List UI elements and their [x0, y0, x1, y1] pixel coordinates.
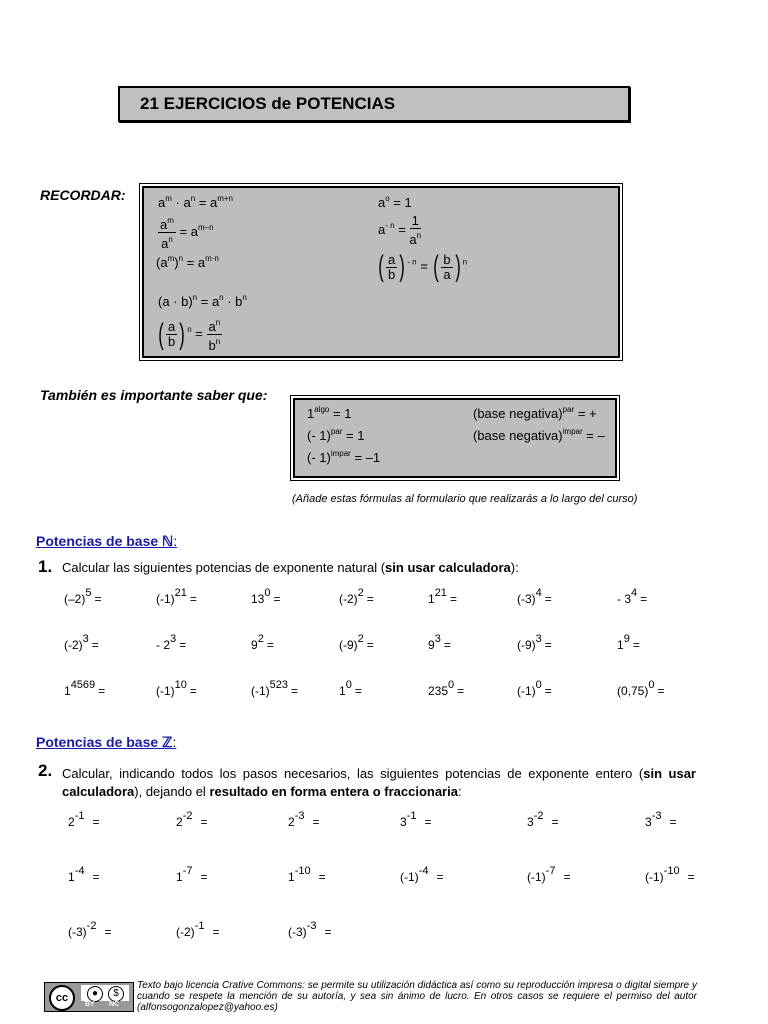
- power-exponent: -2: [86, 920, 97, 932]
- exercise-2-item: [288, 920, 331, 939]
- fact-neg-one-even: (- 1)$^{par}$ = 1: [307, 427, 365, 443]
- equals-sign: =: [544, 592, 552, 606]
- formula-product: $a^m \cdot a^n = a^{m+n}$: [158, 194, 233, 210]
- power-base: (-1): [645, 870, 664, 884]
- power-base: 2: [288, 815, 295, 829]
- power-base: (-9): [339, 638, 358, 652]
- power-exponent: 3: [82, 633, 89, 645]
- power-exponent: -1: [194, 920, 205, 932]
- power-base: (-1): [517, 684, 536, 698]
- power-exponent: 21: [434, 587, 447, 599]
- equals-sign: =: [92, 870, 100, 884]
- equals-sign: =: [563, 870, 571, 884]
- equals-sign: =: [189, 592, 197, 606]
- power-base: (–2): [64, 592, 86, 606]
- power-base: 1: [617, 638, 624, 652]
- power-base: 1: [339, 684, 346, 698]
- formula-note: (Añade estas fórmulas al formulario que realizarás a lo largo del curso): [292, 493, 638, 505]
- equals-sign: =: [544, 684, 552, 698]
- power-base: 13: [251, 592, 265, 606]
- power-exponent: -10: [294, 865, 311, 877]
- equals-sign: =: [669, 815, 677, 829]
- fact-neg-one-odd: (- 1)$^{impar}$ = –1: [307, 449, 381, 465]
- equals-sign: =: [366, 638, 374, 652]
- power-base: 3: [527, 815, 534, 829]
- power-exponent: 2: [357, 587, 364, 599]
- power-exponent: 10: [174, 679, 187, 691]
- power-exponent: 0: [648, 679, 655, 691]
- power-exponent: 0: [448, 679, 455, 691]
- fact-one-power: $1^{algo} = 1$: [307, 405, 352, 421]
- exercise-1-item: [156, 587, 197, 606]
- power-exponent: -10: [663, 865, 680, 877]
- power-base: (-3): [517, 592, 536, 606]
- power-base: 235: [428, 684, 449, 698]
- power-base: 1: [176, 870, 183, 884]
- cc-nc-label: NC: [109, 1001, 120, 1008]
- exercise-1-item: [428, 679, 464, 698]
- exercise-2-item: [176, 920, 219, 939]
- power-exponent: 4: [631, 587, 638, 599]
- equals-sign: =: [354, 684, 362, 698]
- exercise-2-item: [527, 865, 570, 884]
- exercise-2-item: [176, 810, 207, 829]
- power-exponent: 3: [535, 633, 542, 645]
- power-exponent: -2: [533, 810, 544, 822]
- exercise-2-item: [400, 810, 431, 829]
- exercise-1-item: [64, 587, 101, 606]
- formula-zero-exponent: $a^o = 1$: [378, 194, 412, 210]
- power-exponent: 3: [434, 633, 441, 645]
- equals-sign: =: [424, 815, 432, 829]
- section-natural-title: Potencias de base ℕ:: [36, 533, 178, 549]
- exercise-2-item: [68, 920, 111, 939]
- exercise-2-item: [288, 865, 326, 884]
- exercise-2-item: [68, 810, 99, 829]
- equals-sign: =: [449, 592, 457, 606]
- power-base: (-1): [251, 684, 270, 698]
- exercise-1-item: [428, 587, 457, 606]
- no-commercial-icon: $: [108, 986, 124, 1002]
- equals-sign: =: [687, 870, 695, 884]
- fact-negative-base-odd: (base negativa)$^{impar}$ = –: [473, 427, 605, 443]
- power-base: 9: [428, 638, 435, 652]
- power-exponent: 4: [535, 587, 542, 599]
- equals-sign: =: [94, 592, 102, 606]
- cc-by-label: BY: [85, 1001, 95, 1008]
- equals-sign: =: [189, 684, 197, 698]
- exercise-1-item: [64, 633, 99, 652]
- person-icon: ●: [87, 986, 103, 1002]
- exercise-1-item: [156, 633, 186, 652]
- power-exponent: 0: [345, 679, 352, 691]
- power-exponent: 523: [269, 679, 289, 691]
- power-base: 2: [68, 815, 75, 829]
- exercise-2-item: [176, 865, 207, 884]
- power-base: (-9): [517, 638, 536, 652]
- equals-sign: =: [544, 638, 552, 652]
- power-exponent: 2: [257, 633, 264, 645]
- exercise-1-item: [251, 587, 281, 606]
- exercise-2-item: [527, 810, 558, 829]
- equals-sign: =: [324, 925, 332, 939]
- exercise-1-item: [251, 679, 298, 698]
- power-exponent: 0: [264, 587, 271, 599]
- power-exponent: -3: [651, 810, 662, 822]
- tambien-label: También es importante saber que:: [40, 387, 268, 403]
- equals-sign: =: [200, 815, 208, 829]
- exercise-1-item: [517, 587, 552, 606]
- power-base: (-1): [156, 592, 175, 606]
- power-base: 2: [176, 815, 183, 829]
- power-base: 1: [288, 870, 295, 884]
- equals-sign: =: [366, 592, 374, 606]
- equals-sign: =: [312, 815, 320, 829]
- power-base: (-1): [156, 684, 175, 698]
- equals-sign: =: [632, 638, 640, 652]
- cc-icon: cc: [49, 985, 75, 1011]
- power-base: - 2: [156, 638, 171, 652]
- title-box: [118, 86, 630, 122]
- exercise-2-item: [645, 810, 676, 829]
- power-exponent: -4: [418, 865, 429, 877]
- equals-sign: =: [640, 592, 648, 606]
- power-exponent: 0: [535, 679, 542, 691]
- exercise-1-item: [428, 633, 451, 652]
- equals-sign: =: [657, 684, 665, 698]
- equals-sign: =: [273, 592, 281, 606]
- power-base: (-2): [176, 925, 195, 939]
- power-exponent: 3: [170, 633, 177, 645]
- creative-commons-logo: [44, 982, 134, 1012]
- power-base: - 3: [617, 592, 632, 606]
- page-title: 21 EJERCICIOS de POTENCIAS: [140, 94, 396, 113]
- license-text: Texto bajo licencia Crative Commons: se permite su utilización didáctica así como su reproducción impresa o digital siempre y cuando se respete la mención de su autoría, y sea sin ánimo de lucro. En otros casos se requiere el permiso del autor (alfonsogonzalopez@yahoo.es): [137, 980, 697, 1013]
- equals-sign: =: [551, 815, 559, 829]
- power-base: (-2): [339, 592, 358, 606]
- exercise-1-item: [339, 679, 362, 698]
- recordar-label: RECORDAR:: [40, 187, 126, 203]
- equals-sign: =: [212, 925, 220, 939]
- equals-sign: =: [443, 638, 451, 652]
- power-base: 9: [251, 638, 258, 652]
- exercise-1-item: [251, 633, 274, 652]
- power-base: 3: [645, 815, 652, 829]
- equals-sign: =: [92, 815, 100, 829]
- power-exponent: -1: [406, 810, 417, 822]
- power-exponent: 9: [623, 633, 630, 645]
- by-nc-icons: [81, 985, 129, 1001]
- power-base: (0,75): [617, 684, 649, 698]
- power-base: (-2): [64, 638, 83, 652]
- formula-quotient-power: ( $\frac{a}{b}$ ) $^n$ = $\frac{a^n}{b^n}$: [158, 317, 221, 353]
- power-exponent: -4: [74, 865, 85, 877]
- power-exponent: 4569: [70, 679, 96, 691]
- formula-fraction-negative-exponent: ( $\frac{a}{b}$ ) $^{- n}$ = ( $\frac{b}{a}$ ) $^n$: [378, 250, 468, 283]
- power-exponent: -3: [294, 810, 305, 822]
- exercise-2-item: [288, 810, 319, 829]
- equals-sign: =: [98, 684, 106, 698]
- power-exponent: -7: [182, 865, 193, 877]
- exercise-1-item: [517, 679, 552, 698]
- equals-sign: =: [457, 684, 465, 698]
- power-base: (-1): [527, 870, 546, 884]
- exercise-1-item: [617, 587, 647, 606]
- formula-negative-exponent: $a^{- n}$ = $\frac{1}{a^n}$: [378, 213, 422, 247]
- exercise-2-number: 2.: [38, 761, 53, 780]
- equals-sign: =: [291, 684, 299, 698]
- power-exponent: -1: [74, 810, 85, 822]
- exercise-1-item: [339, 587, 374, 606]
- facts-formula-box: [293, 398, 617, 478]
- equals-sign: =: [266, 638, 274, 652]
- power-exponent: -2: [182, 810, 193, 822]
- exercise-1-item: [517, 633, 552, 652]
- exercise-1-instructions: Calcular las siguientes potencias de exponente natural (sin usar calculadora):: [62, 560, 519, 575]
- power-base: 1: [428, 592, 435, 606]
- equals-sign: =: [200, 870, 208, 884]
- formula-product-power: $(a \cdot b)^n = a^n \cdot b^n$: [158, 293, 247, 309]
- power-exponent: -3: [306, 920, 317, 932]
- exercise-1-item: [64, 679, 105, 698]
- equals-sign: =: [179, 638, 187, 652]
- power-base: (-3): [288, 925, 307, 939]
- power-exponent: 5: [85, 587, 92, 599]
- equals-sign: =: [318, 870, 326, 884]
- section-integer-title: Potencias de base ℤ:: [36, 734, 177, 750]
- exercise-2-item: [645, 865, 695, 884]
- formula-power-of-power: $(a^m)^n = a^{m\cdot n}$: [156, 254, 219, 270]
- exercise-2-item: [68, 865, 99, 884]
- recordar-formula-box: [142, 186, 620, 358]
- equals-sign: =: [91, 638, 99, 652]
- exercise-1-item: [156, 679, 197, 698]
- power-exponent: -7: [545, 865, 556, 877]
- exercise-1-item: [617, 679, 665, 698]
- equals-sign: =: [436, 870, 444, 884]
- power-base: (-3): [68, 925, 87, 939]
- equals-sign: =: [104, 925, 112, 939]
- exercise-1-item: [339, 633, 374, 652]
- exercise-1-item: [617, 633, 640, 652]
- exercise-2-instructions: Calcular, indicando todos los pasos necesarios, las siguientes potencias de exponente entero (sin usar calculadora), dejando el resultado en forma entera o fraccionaria:: [62, 766, 696, 799]
- power-base: 3: [400, 815, 407, 829]
- power-base: 1: [68, 870, 75, 884]
- power-base: 1: [64, 684, 71, 698]
- formula-quotient: $\frac{a^m}{a^n}$ = $a^{m-n}$: [160, 216, 214, 251]
- power-exponent: 21: [174, 587, 187, 599]
- power-base: (-1): [400, 870, 419, 884]
- power-exponent: 2: [357, 633, 364, 645]
- exercise-2-item: [400, 865, 443, 884]
- fact-negative-base-even: (base negativa)$^{par}$ = +: [473, 405, 597, 421]
- exercise-1-number: 1.: [38, 557, 53, 576]
